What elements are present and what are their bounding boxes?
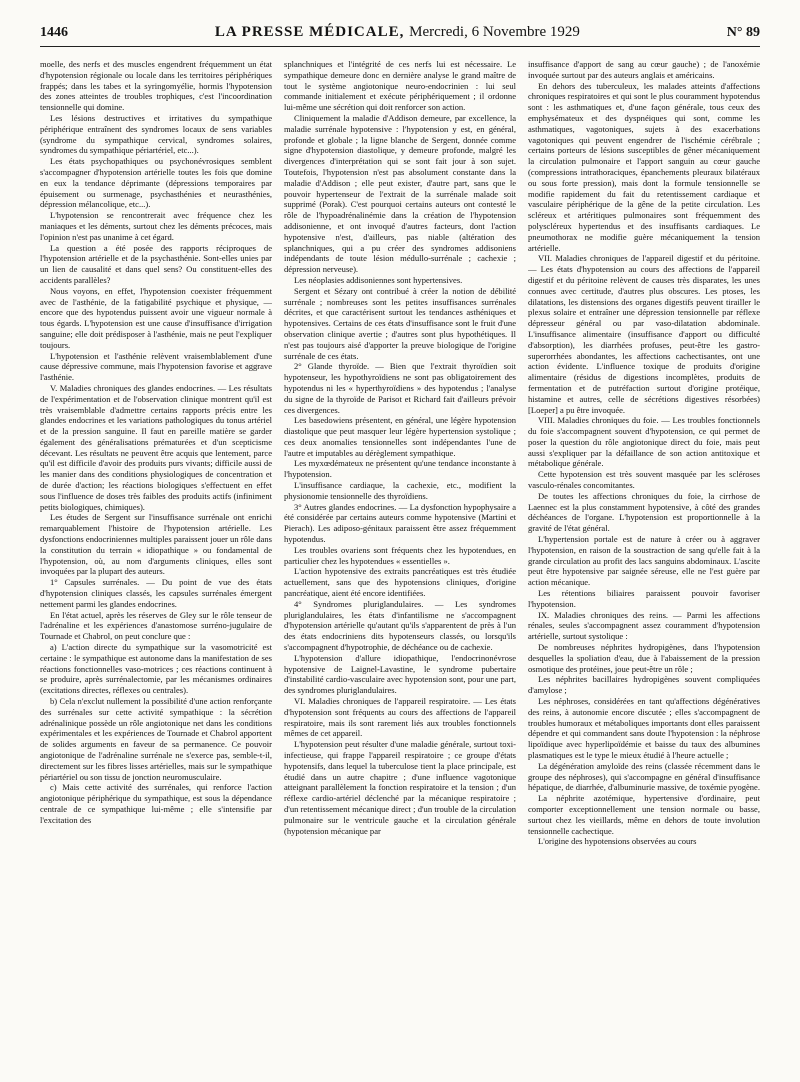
- paragraph: L'hypertension portale est de nature à créer ou à aggraver l'hypotension, en raison de la soustraction de sang qu'elle fait à la grande circulation au profit des lacs sanguins abdominaux. L'ascite peut être hypotensive par saignée séreuse, elle ne l'est guère par action mécanique.: [528, 534, 760, 588]
- paragraph: De toutes les affections chroniques du foie, la cirrhose de Laennec est la plus constamment hypotensive, à côté des grandes déchéances de l'organe. L'hypotension est proportionnelle à la gravité de l'état général.: [528, 490, 760, 534]
- paragraph: b) Cela n'exclut nullement la possibilité d'une action renforçante des surrénales sur cette activité sympathique : la sécrétion adrénalinique possède un rôle angiotonique net dans les conditions expérimentales et les expériences de Tournade et Chabrol apportent de solides arguments en faveur de sa permanence. Ce pouvoir angiotonique de l'adrénaline surrénale ne s'exerce pas, semble-t-il, directement sur les fibres lisses artérielles, mais sur le sympathique périartériel ou son tissu de jonction neuromusculaire.: [40, 696, 272, 782]
- page-number: 1446: [40, 25, 68, 40]
- paragraph: insuffisance d'apport de sang au cœur gauche) ; de l'anoxémie invoquée surtout par des auteurs anglais et américains.: [528, 59, 760, 80]
- paragraph: Sergent et Sézary ont contribué à créer la notion de débilité surrénale ; nombreuses sont les petites insuffisances surrénales décrites, et que caractérisent surtout les tendances asthéniques et hypotensives. Certains de ces états d'insuffisance sont le fruit d'une observation clinique avertie ; d'autres sont plus hypothétiques. Il n'est pas toujours aisé d'apporter la preuve biologique de l'origine surrénale de ces états.: [284, 285, 516, 361]
- paragraph: L'hypotension et l'asthénie relèvent vraisemblablement d'une cause dépressive commune, mais l'hypotension favorise et aggrave l'asthénie.: [40, 350, 272, 383]
- paragraph: L'origine des hypotensions observées au cours: [538, 836, 697, 847]
- paragraph: La néphrite azotémique, hypertensive d'ordinaire, peut comporter exceptionnellement une tension normale ou basse, surtout chez les vieillards, même en dehors de toute involution tensionnelle cachectique.: [528, 793, 760, 836]
- paragraph: Les néphroses, considérées en tant qu'affections dégénératives des reins, à autonomie encore discutée ; elles s'accompagnent de troubles humoraux et métaboliques importants dont elles paraissent dépendre et qui commandent sans doute l'hypotension : la néphrose lipoïdique avec hyperlipoïdémie et baisse du taux des albumines plasmatiques est le type le mieux étudié à l'heure actuelle ;: [528, 696, 760, 760]
- paragraph: a) L'action directe du sympathique sur la vasomotricité est certaine : le sympathique est autonome dans la manifestation de ses réactions fonctionnelles vaso-motrices ; ces réactions continuent à se produire, après surrénalectomie, par les mécanismes ordinaires (excitations directes, réflexes ou centrales).: [40, 642, 272, 696]
- column-middle: [284, 59, 516, 1069]
- paragraph: Les néphrites bacillaires hydropigènes souvent compliquées d'amylose ;: [528, 674, 760, 696]
- article-columns: [40, 59, 760, 1069]
- paragraph: Les basedowiens présentent, en général, une légère hypotension diastolique que peut masquer leur légère hypertension systolique ; ces deux anomalies tensionnelles sont indépendantes l'une de l'autre et imputables au dérèglement sympathique.: [284, 415, 516, 458]
- paragraph: L'insuffisance cardiaque, la cachexie, etc., modifient la physionomie tensionnelle des thyroïdiens.: [284, 480, 516, 501]
- page-header: [40, 24, 760, 47]
- paragraph: 3° Autres glandes endocrines. — La dysfonction hypophysaire a été considérée par certains auteurs comme hypotensive (Martini et Pierach). Les adiposo-génitaux paraissent être assez fréquemment hypotendus.: [284, 501, 516, 545]
- paragraph: En l'état actuel, après les réserves de Gley sur le rôle tenseur de l'adrénaline et les expériences d'anastomose surréno-jugulaire de Tournade et Chabrol, on peut conclure que :: [40, 609, 272, 642]
- paragraph: L'action hypotensive des extraits pancréatiques est très étudiée actuellement, sans que des hypotensions cliniques, d'origine pancréatique, aient été encore identifiées.: [284, 566, 516, 599]
- paragraph: Les néoplasies addisoniennes sont hypertensives.: [294, 274, 463, 285]
- paragraph: Cette hypotension est très souvent masquée par les scléroses vasculo-rénales concomitantes.: [528, 469, 760, 491]
- journal-title: [215, 24, 580, 41]
- paragraph: L'hypotension se rencontrerait avec fréquence chez les maniaques et les déments, surtout chez les déments précoces, mais l'opinion n'est pas unanime à cet égard.: [40, 210, 272, 242]
- issue-number: N° 89: [726, 25, 760, 40]
- paragraph: VII. Maladies chroniques de l'appareil digestif et du péritoine. — Les états d'hypotension au cours des affections de l'appareil digestif et du péritoine relèvent de causes très disparates, les unes connues avec certitude, d'autres plus obscures. Les ptoses, les dilatations, les distensions des organes digestifs peuvent tirailler le plexus solaire et entraîner une dépression tensionnelle par réflexe dépresseur général ou par vaso-dilatation abdominale. L'insuffisance alimentaire (insuffisance d'apport ou difficulté d'absorption), les diarrhées profuses, peut-être les gastro-superorrhées abondantes, les affections cachectisantes, ont une action évidente. L'influence toxique de produits d'origine alimentaire (résidus de digestions incomplètes, produits de fermentation et de putréfaction surtout d'origine protéique, histamine et autres, celle de sécrétions digestives résorbées) [Loeper] a pu être invoquée.: [528, 253, 760, 415]
- paragraph: 4° Syndromes pluriglandulaires. — Les syndromes pluriglandulaires, les états d'infantilisme ne s'accompagnent d'hypotension artérielle qu'autant qu'ils s'apparentent de près à l'un des états endocriniens dits hypotenseurs classés, ou lorsqu'ils s'accompagnent d'hypotrophie, de déchéance ou de cachexie.: [284, 598, 516, 653]
- paragraph: Les états psychopathiques ou psychonévrosiques semblent s'accompagner d'hypotension artérielle toutes les fois que domine en eux la tendance déprimante (dépressions temporaires par épuisement ou surmenage, psychasthénies et neurasthénies, dépression mélancolique, etc...).: [40, 156, 272, 210]
- paragraph: Les lésions destructives et irritatives du sympathique périphérique entraînent des syndromes locaux de sens variables (syndrome du sympathique cervical, syndromes solaires, syndromes du sympathique périartériel, etc...).: [40, 112, 272, 156]
- issue-date: Mercredi, 6 Novembre 1929: [409, 24, 580, 40]
- paragraph: La dégénération amyloïde des reins (classée récemment dans le groupe des néphroses), qui s'accompagne en général d'insuffisance hépatique, de diarrhée, d'albuminurie massive, de toxémie pyogène.: [528, 760, 760, 793]
- paragraph: VIII. Maladies chroniques du foie. — Les troubles fonctionnels du foie s'accompagnent souvent d'hypotension, ce qui permet de poser la question du rôle angiotonique direct du foie, mais peut aussi s'expliquer par la défaillance de son action antitoxique et métabolique générale.: [528, 415, 760, 469]
- paragraph: moelle, des nerfs et des muscles engendrent fréquemment un état d'hypotension régionale ou locale dans les territoires périphériques frappés; dans les tabes et la syringomyélie, hormis l'hypotension des zones atteintes de troubles trophiques, c'est l'incoordination tensionnelle qui domine.: [40, 59, 272, 113]
- paragraph: VI. Maladies chroniques de l'appareil respiratoire. — Les états d'hypotension sont fréquents au cours des affections de l'appareil respiratoire, mais ils sont rarement liés aux troubles fonctionnels mêmes de cet appareil.: [284, 696, 516, 739]
- paragraph: IX. Maladies chroniques des reins. — Parmi les affections rénales, seules s'accompagnent assez couramment d'hypotension artérielle, surtout systolique :: [528, 609, 760, 642]
- column-right: [528, 59, 760, 1069]
- paragraph: En dehors des tuberculeux, les malades atteints d'affections chroniques respiratoires et qui sont le plus couramment hypotendus sont : les asthmatiques et, d'une façon générale, tous ceux des emphysémateux et des dyspnéiques qui sont, comme les asthmatiques, vagotoniques, sujets à des exacerbations vagotoniques qui peuvent engendrer de l'ischémie cérébrale ; certains porteurs de lésions susceptibles de gêner mécaniquement la circulation pulmonaire et l'apport sanguin au cœur gauche (compressions intrathoraciques, épanchements pleuraux bilatéraux ou sous forte pression), mais dont la formule tensionnelle se modifie rapidement du fait du retentissement cardiaque et vasculaire périphérique de la gêne de la petite circulation. Les scléreux et artéritiques pulmonaires sont fréquemment des polyscléreux hypertendus et des insuffisants cardiaques. Le pneumothorax ne modifie guère mécaniquement la tension artérielle.: [528, 80, 760, 253]
- paragraph: Nous voyons, en effet, l'hypotension coexister fréquemment avec de l'asthénie, de la fatigabilité psychique et physique, — encore que des hypotendus puissent avoir une vigueur normale à tous égards. L'hypotension est une cause d'insuffisance d'irrigation sanguine; elle doit prédisposer à l'asthénie, mais ne peut l'expliquer toujours.: [40, 285, 272, 350]
- paragraph: De nombreuses néphrites hydropigènes, dans l'hypotension desquelles la spoliation d'eau, due à l'abaissement de la pression osmotique des protéines, joue peut-être un rôle ;: [528, 642, 760, 674]
- paragraph: V. Maladies chroniques des glandes endocrines. — Les résultats de l'expérimentation et de l'observation clinique montrent qu'il est très vraisemblable d'admettre certains rapports précis entre les glandes endocrines et les variations pathologiques du tonus artériel et de la pression sanguine. Il faut en pareille matière se garder également des généralisations prématurées et d'un scepticisme décevant. Les résultats ne peuvent être acquis que lentement, parce qu'il est difficile d'avoir des produits purs vivants; difficile aussi de les manier dans des conditions physiologiques de concentration et de durée d'action; les réactions biologiques s'effectuent en effet sous l'influence de doses très faibles des produits actifs (infiniment petits biologiques, chimiques).: [40, 382, 272, 512]
- paragraph: L'hypotension peut résulter d'une maladie générale, surtout toxi-infectieuse, qui frappe l'appareil respiratoire ; ce groupe d'états hypotensifs, dans lequel la tuberculose tient la place principale, est étudié dans un autre chapitre ; d'une influence vagotonique atteignant parallèlement la fonction respiratoire et la tension ; d'un réflexe cardio-artériel déclenché par la mécanique respiratoire ; d'un retentissement mécanique direct ; d'un trouble de la circulation pulmonaire sur le ventricule gauche et la circulation générale (hypotension mécanique par: [284, 739, 516, 836]
- paragraph: c) Mais cette activité des surrénales, qui renforce l'action angiotonique périphérique du sympathique, est sous la dépendance centrale de ce sympathique lui-même ; elle s'intensifie par l'excitation des: [40, 782, 272, 825]
- paragraph: splanchniques et l'intégrité de ces nerfs lui est nécessaire. Le sympathique demeure donc en dernière analyse le grand maître de tout le système angiotonique neuro-endocrinien : lui seul commande initialement et exécute périphériquement ; il ordonne lui-même une sécrétion qui doit renforcer son action.: [284, 59, 516, 113]
- column-left: [40, 59, 272, 1069]
- paragraph: Les études de Sergent sur l'insuffisance surrénale ont enrichi remarquablement l'histoire de l'hypotension artérielle. Les dysfonctions endocriniennes multiples paraissent jouer un rôle dans la constitution du terrain « idiopathique » ou fondamental de l'hypotension, où, au nom d'arguments cliniques, elles sont invoquées par la plupart des auteurs.: [40, 512, 272, 577]
- paragraph: Cliniquement la maladie d'Addison demeure, par excellence, la maladie surrénale hypotensive : l'hypotension y est, en général, profonde et globale ; la ligne blanche de Sergent, donnée comme signe d'hypotension diastolique, y demeure profonde, malgré les divergences d'interprétation qui se sont fait jour à son sujet. Toutefois, l'hypotension n'est pas absolument constante dans la maladie d'Addison ; elle peut exister, d'autre part, sans que le pouvoir hypertenseur de l'extrait de la surrénale malade soit supprimé (Porak). C'est pourquoi certains auteurs ont contesté le rôle de l'hypoadrénalinémie dans la création de l'hypotension addisonienne, et ont invoqué d'autres facteurs, dont l'action hypotensive n'est, d'ailleurs, pas niable (altération des splanchniques, qui a pu créer des syndromes addisoniens indépendants de toute lésion médullo-surrénale ; cachexie ; dépression nerveuse).: [284, 112, 516, 275]
- paragraph: L'hypotension d'allure idiopathique, l'endocrinonévrose hypotensive de Laignel-Lavastine, le syndrome pubertaire d'instabilité cardio-vasculaire avec hypotension sont, pour une part, des syndromes pluriglandulaires.: [284, 652, 516, 696]
- paragraph: Les troubles ovariens sont fréquents chez les hypotendues, en particulier chez les hypotendues « essentielles ».: [284, 544, 516, 566]
- journal-name: LA PRESSE MÉDICALE,: [214, 24, 405, 40]
- paragraph: 2° Glande thyroïde. — Bien que l'extrait thyroïdien soit hypotenseur, les hypothyroïdiens ne sont pas obligatoirement des hypotendus ni les « hyperthyroïdiens » des hypotendus ; l'analyse du signe de la thyroïde de Parisot et Richard fait d'ailleurs prévoir ces divergences.: [284, 361, 516, 415]
- paragraph: 1° Capsules surrénales. — Du point de vue des états d'hypotension cliniques classés, les capsules surrénales émergent nettement parmi les glandes endocrines.: [40, 577, 272, 609]
- paragraph: Les rétentions biliaires paraissent pouvoir favoriser l'hypotension.: [528, 588, 760, 609]
- paragraph: Les myxœdémateux ne présentent qu'une tendance inconstante à l'hypotension.: [284, 458, 516, 480]
- paragraph: La question a été posée des rapports réciproques de l'hypotension artérielle et de la psychasthénie. Sont-elles unies par un lien de causalité et dans quel sens? Ou constituent-elles des accidents parallèles?: [40, 242, 272, 285]
